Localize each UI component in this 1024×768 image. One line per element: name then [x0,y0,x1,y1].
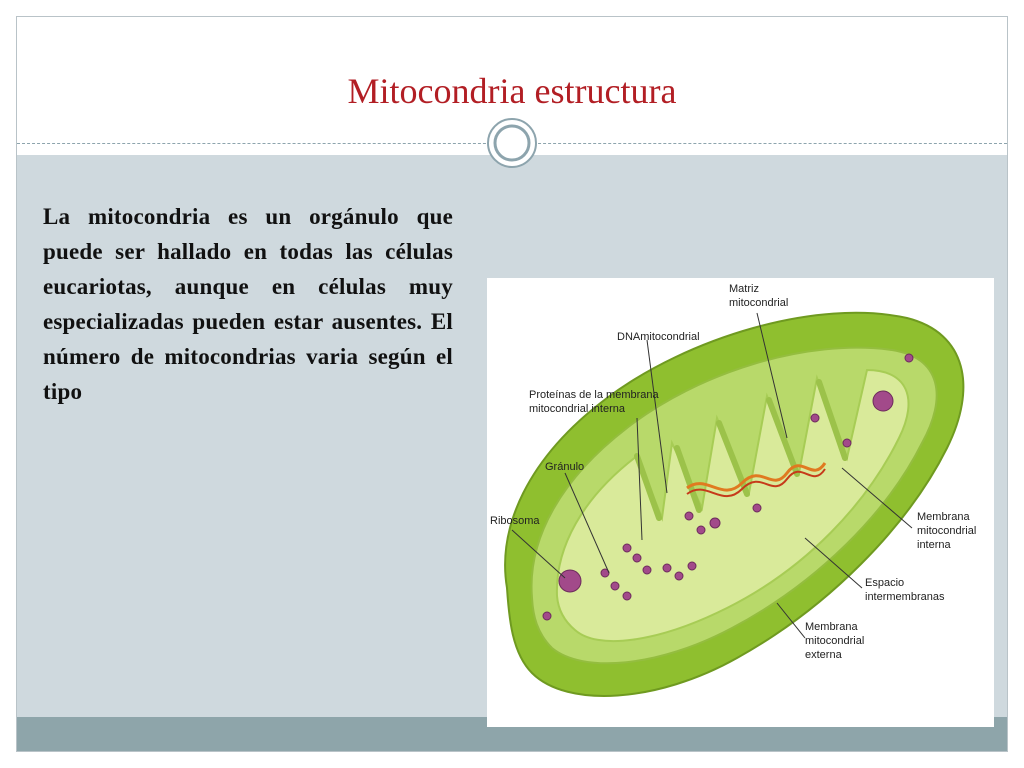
body-paragraph: La mitocondria es un orgánulo que puede ser hallado en todas las células eucariotas, aunque en células muy especializadas pueden estar ausentes. El número de mitocondrias varia según el tipo [43,204,453,404]
label-matriz-2: mitocondrial [729,297,789,309]
label-membrana-externa-2: mitocondrial [805,635,865,647]
mitochondria-diagram [487,278,994,727]
label-espacio-2: intermembranas [865,591,945,603]
label-granulo: Gránulo [545,461,585,473]
label-espacio-1: Espacio [865,577,905,589]
label-membrana-interna-1: Membrana [917,511,970,523]
label-ribosoma: Ribosoma [490,515,540,527]
label-membrana-interna-2: mitocondrial [917,525,977,537]
circle-ornament-icon [486,117,538,169]
label-matriz-1: Matriz [729,283,759,295]
mitochondria-illustration [487,278,994,727]
label-proteinas-2: mitocondrial interna [529,403,625,415]
slide-title: Mitocondria estructura [347,71,677,111]
label-membrana-interna-3: interna [917,539,951,551]
label-proteinas-1: Proteínas de la membrana [529,389,659,401]
label-membrana-externa-1: Membrana [805,621,858,633]
label-membrana-externa-3: externa [805,649,842,661]
label-dna: DNAmitocondrial [617,331,700,343]
